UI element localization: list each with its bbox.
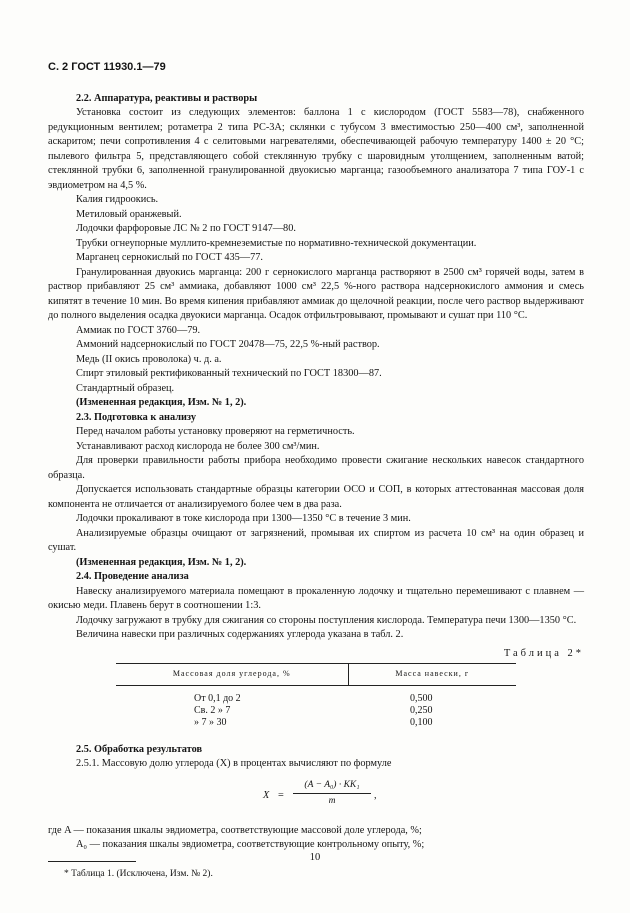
page-number: 10	[309, 852, 321, 863]
paragraph: Для проверки правильности работы прибора необходимо провести сжигание нескольких навесок стандартного образца.	[48, 455, 584, 481]
paragraph-manganese-dioxide: Гранулированная двуокись марганца: 200 г сернокислого марганца растворяют в 2500 см³ горячей воды, затем в раствор прибавляют 25 см³ аммиака, добавляют 1000 см³ 22,5 %-ного раствора надсернокислого аммония и смесь кипятят в течение 10 мин. Во время кипения прибавляют аммиак до щелочной реакции, после чего раствор выдерживают до полного выделения осадка двуокиси марганца. Осадок отфильтровывают, промывают и сушат при 110 °С.	[48, 266, 584, 321]
paragraph: Величина навески при различных содержаниях углерода указана в табл. 2.	[76, 629, 404, 640]
reagent-item: Трубки огнеупорные муллито-кремнеземистые по нормативно-технической документации.	[76, 237, 477, 249]
carbon-formula	[48, 776, 584, 818]
cell-range: От 0,1 до 2	[194, 692, 241, 704]
reagent-item: Спирт этиловый ректификованный технический по ГОСТ 18300—87.	[76, 368, 382, 379]
footnote: * Таблица 1. (Исключена, Изм. № 2).	[64, 868, 213, 879]
table-row	[116, 705, 516, 717]
paragraph: Перед началом работы установку проверяют на герметичность.	[76, 426, 355, 437]
cell-mass: 0,250	[410, 704, 433, 716]
paragraph-formula-intro: 2.5.1. Массовую долю углерода (X) в процентах вычисляют по формуле	[76, 758, 392, 769]
table-row	[116, 685, 516, 705]
reagent-item: Лодочки фарфоровые ЛС № 2 по ГОСТ 9147—80.	[76, 223, 296, 234]
cell-range: » 7 » 30	[194, 716, 227, 728]
amendment-note: (Измененная редакция, Изм. № 1, 2).	[76, 397, 247, 408]
variable-definition: A₀ — показания шкалы эвдиометра, соответствующие контрольному опыту, %;	[76, 839, 425, 850]
section-heading-2-4: 2.4. Проведение анализа	[76, 571, 189, 582]
reagent-item: Аммоний надсернокислый по ГОСТ 20478—75, 22,5 %-ный раствор.	[76, 339, 380, 350]
column-header-carbon: Массовая доля углерода, %	[116, 664, 348, 686]
paragraph: Навеску анализируемого материала помещают в прокаленную лодочку и тщательно перемешивают с плавнем — окисью меди. Плавень берут в соотношении 1:3.	[48, 585, 584, 611]
reagent-item: Марганец сернокислый по ГОСТ 435—77.	[76, 252, 263, 263]
paragraph-apparatus: Установка состоит из следующих элементов: баллона 1 с кислородом (ГОСТ 5583—78), снабженного редукционным вентилем; ротаметра 2 типа РС-3А; склянки с тубусом 3 вместимостью 250—400 см³, заполненной аскаритом; печи сопротивления 4 с селитовыми нагревателями, обеспечивающей рабочую температуру 1400 ± 20 °С; пылевого фильтра 5, представляющего собой стеклянную трубку с шаровидным утолщением, заполненным ватой; стеклянной трубки 6, заполненной гранулированной двуокисью марганца; газообъемного анализатора 7 типа ГОУ-1 с эвдиометром на 4,5 %.	[48, 107, 584, 191]
reagent-item: Метиловый оранжевый.	[76, 208, 182, 220]
formula-equals: =	[278, 789, 284, 801]
paragraph: Лодочки прокаливают в токе кислорода при 1300—1350 °С в течение 3 мин.	[76, 513, 411, 524]
reagent-item: Стандартный образец.	[76, 382, 175, 394]
table-row	[116, 717, 516, 729]
formula-denominator: m	[328, 796, 336, 806]
paragraph: Допускается использовать стандартные образцы категории ОСО и СОП, в которых аттестованная массовая доля компонента не отличается от анализируемого более чем в два раза.	[48, 484, 584, 510]
section-heading-2-5: 2.5. Обработка результатов	[76, 743, 203, 755]
page-header: С. 2 ГОСТ 11930.1—79	[48, 61, 166, 73]
reagent-item: Аммиак по ГОСТ 3760—79.	[76, 324, 201, 336]
amendment-note: (Измененная редакция, Изм. № 1, 2).	[76, 556, 247, 568]
table-2	[116, 663, 516, 729]
paragraph: Устанавливают расход кислорода не более 300 см³/мин.	[76, 440, 320, 452]
paragraph: Лодочку загружают в трубку для сжигания со стороны поступления кислорода. Температура печи 1300—1350 °С.	[76, 614, 577, 626]
reagent-item: Медь (II окись проволока) ч. д. а.	[76, 353, 222, 365]
document-page	[48, 60, 584, 881]
variable-definition: где A — показания шкалы эвдиометра, соответствующие массовой доле углерода, %;	[48, 824, 422, 836]
table-caption: Таблица 2*	[503, 647, 584, 659]
reagent-item: Калия гидроокись.	[76, 194, 159, 205]
section-heading-2-2: 2.2. Аппаратура, реактивы и растворы	[76, 92, 258, 104]
column-header-mass: Масса навески, г	[348, 664, 516, 686]
cell-mass: 0,100	[410, 716, 433, 728]
cell-range: Св. 2 » 7	[194, 704, 231, 716]
formula-lhs: X	[263, 789, 270, 801]
formula-fraction	[293, 778, 371, 809]
paragraph: Анализируемые образцы очищают от загрязнений, промывая их спиртом из расчета 10 см³ на один образец и сушат.	[48, 527, 584, 553]
formula-numerator: (A − A₀) · KK₁	[304, 779, 360, 790]
section-heading-2-3: 2.3. Подготовка к анализу	[76, 411, 197, 423]
formula-comma: ,	[374, 789, 377, 801]
cell-mass: 0,500	[410, 692, 433, 704]
